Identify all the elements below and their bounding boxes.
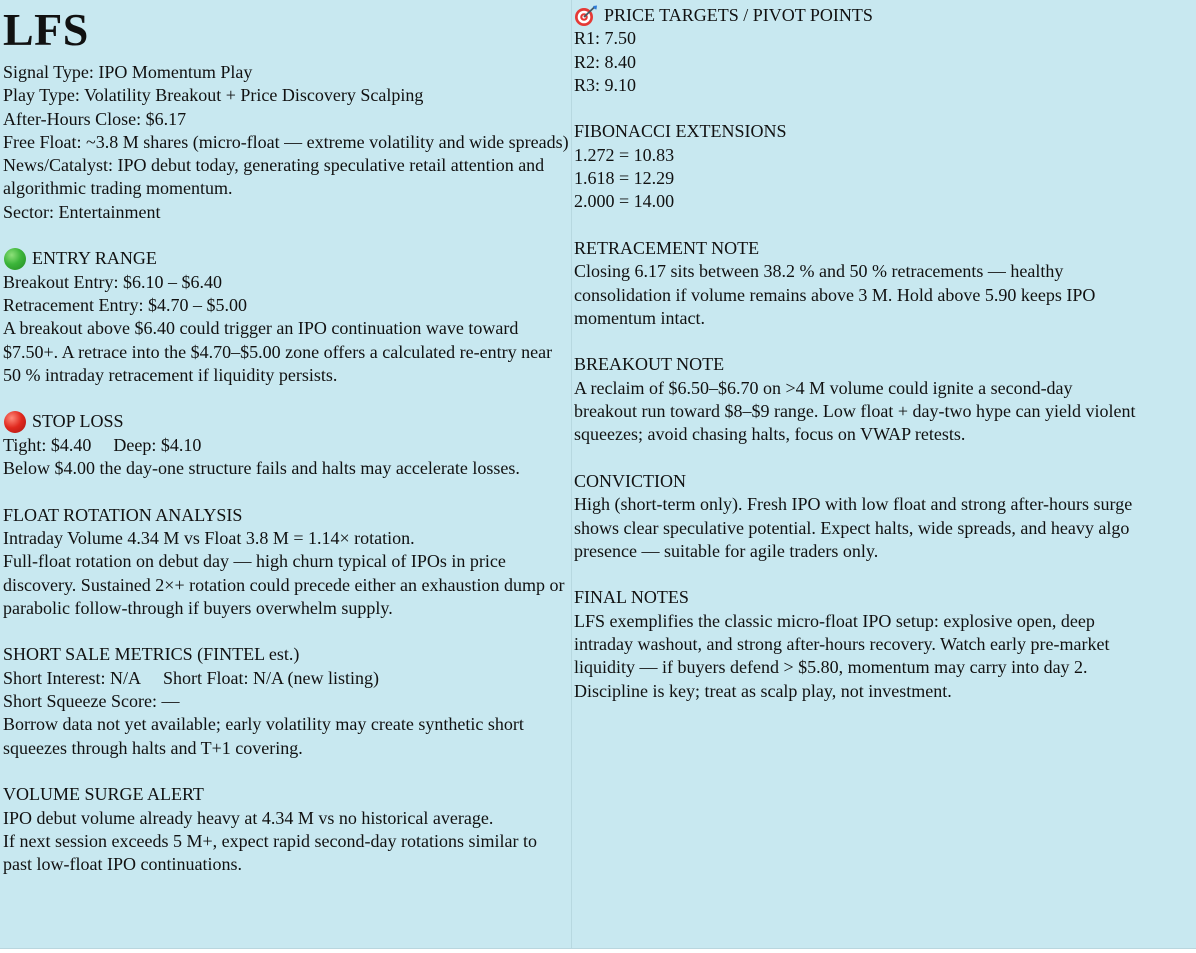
breakout-entry: Breakout Entry: $6.10 – $6.40 bbox=[3, 271, 222, 292]
breakout-note-section bbox=[574, 353, 1196, 446]
play-type: Play Type: Volatility Breakout + Price Discovery Scalping bbox=[3, 85, 424, 106]
short-sale-title: SHORT SALE METRICS (FINTEL est.) bbox=[3, 644, 300, 665]
volume-surge-note: If next session exceeds 5 M+, expect rapid second-day rotations similar to past low-float IPO continuations. bbox=[3, 830, 538, 875]
short-sale-metrics bbox=[3, 667, 569, 690]
stop-levels bbox=[3, 434, 569, 457]
signal-type: Signal Type: IPO Momentum Play bbox=[3, 62, 253, 82]
red-circle-icon bbox=[4, 411, 26, 433]
sector: Sector: Entertainment bbox=[3, 201, 161, 222]
retracement-note-line: consolidation if volume remains above 3 M. Hold above 5.90 keeps IPO bbox=[574, 284, 1096, 305]
news-catalyst: News/Catalyst: IPO debut today, generating speculative retail attention and algorithmic trading momentum. bbox=[3, 155, 545, 199]
pivot-r3: R3: 9.10 bbox=[574, 74, 637, 95]
float-rotation-line: Intraday Volume 4.34 M vs Float 3.8 M = 1.14× rotation. bbox=[3, 527, 415, 548]
left-column bbox=[3, 0, 569, 876]
entry-range-heading bbox=[3, 247, 569, 270]
fib-1272: 1.272 = 10.83 bbox=[574, 144, 675, 165]
entry-range-title: ENTRY RANGE bbox=[32, 248, 157, 269]
price-targets-heading bbox=[574, 4, 1196, 27]
final-notes-line: Discipline is key; treat as scalp play, not investment. bbox=[574, 680, 952, 701]
volume-surge-line: IPO debut volume already heavy at 4.34 M vs no historical average. bbox=[3, 807, 494, 828]
float-rotation-section bbox=[3, 504, 569, 620]
right-column bbox=[574, 0, 1196, 703]
free-float: Free Float: ~3.8 M shares (micro-float — extreme volatility and wide spreads) bbox=[3, 131, 569, 152]
retracement-note-line: momentum intact. bbox=[574, 307, 705, 328]
fib-1618: 1.618 = 12.29 bbox=[574, 168, 675, 189]
price-targets-title: PRICE TARGETS / PIVOT POINTS bbox=[604, 5, 873, 25]
retracement-entry: Retracement Entry: $4.70 – $5.00 bbox=[3, 294, 247, 315]
short-interest: Short Interest: N/A bbox=[3, 667, 141, 688]
summary-block bbox=[3, 61, 569, 224]
target-dart-icon bbox=[574, 5, 598, 27]
conviction-section bbox=[574, 470, 1196, 563]
short-sale-note: Borrow data not yet available; early volatility may create synthetic short squeezes through halts and T+1 covering. bbox=[3, 714, 524, 758]
green-circle-icon bbox=[4, 248, 26, 270]
stop-note: Below $4.00 the day-one structure fails and halts may accelerate losses. bbox=[3, 458, 520, 479]
final-notes-line: LFS exemplifies the classic micro-float IPO setup: explosive open, deep bbox=[574, 610, 1095, 631]
conviction-line: High (short-term only). Fresh IPO with low float and strong after-hours surge bbox=[574, 494, 1133, 515]
ticker-title: LFS bbox=[3, 4, 89, 55]
price-targets-section bbox=[574, 4, 1196, 97]
stop-tight: Tight: $4.40 bbox=[3, 434, 92, 455]
conviction-title: CONVICTION bbox=[574, 470, 686, 491]
breakout-note-line: squeezes; avoid chasing halts, focus on VWAP retests. bbox=[574, 424, 966, 445]
stop-deep: Deep: $4.10 bbox=[113, 434, 202, 455]
pivot-r2: R2: 8.40 bbox=[574, 51, 637, 72]
short-squeeze-score: Short Squeeze Score: — bbox=[3, 691, 180, 712]
retracement-note-line: Closing 6.17 sits between 38.2 % and 50 % retracements — healthy bbox=[574, 261, 1064, 282]
column-divider bbox=[571, 0, 572, 948]
volume-surge-title: VOLUME SURGE ALERT bbox=[3, 784, 204, 805]
fib-2000: 2.000 = 14.00 bbox=[574, 191, 675, 212]
conviction-line: presence — suitable for agile traders only. bbox=[574, 540, 879, 561]
retracement-note-section bbox=[574, 237, 1196, 330]
short-sale-section bbox=[3, 643, 569, 759]
entry-note: A breakout above $6.40 could trigger an IPO continuation wave toward $7.50+. A retrace into the $4.70–$5.00 zone offers a calculated re-entry near 50 % intraday retracement if liquidity persists. bbox=[3, 318, 553, 385]
final-notes-line: liquidity — if buyers defend > $5.80, momentum may carry into day 2. bbox=[574, 657, 1088, 678]
fibonacci-section bbox=[574, 120, 1196, 213]
breakout-note-title: BREAKOUT NOTE bbox=[574, 354, 725, 375]
entry-range-section bbox=[3, 247, 569, 387]
final-notes-line: intraday washout, and strong after-hours recovery. Watch early pre-market bbox=[574, 634, 1110, 655]
breakout-note-line: breakout run toward $8–$9 range. Low float + day-two hype can yield violent bbox=[574, 401, 1136, 422]
retracement-note-title: RETRACEMENT NOTE bbox=[574, 237, 760, 258]
float-rotation-note: Full-float rotation on debut day — high churn typical of IPOs in price discovery. Sustained 2×+ rotation could precede either an exhaustion dump or parabolic follow-through if buyers overwhelm supply. bbox=[3, 551, 565, 618]
final-notes-title: FINAL NOTES bbox=[574, 587, 689, 608]
conviction-line: shows clear speculative potential. Expect halts, wide spreads, and heavy algo bbox=[574, 517, 1130, 538]
stop-loss-title: STOP LOSS bbox=[32, 411, 124, 432]
fibonacci-title: FIBONACCI EXTENSIONS bbox=[574, 121, 787, 142]
volume-surge-section bbox=[3, 783, 569, 876]
after-hours-close: After-Hours Close: $6.17 bbox=[3, 108, 187, 129]
stop-loss-section bbox=[3, 410, 569, 480]
final-notes-section bbox=[574, 586, 1196, 702]
short-float: Short Float: N/A (new listing) bbox=[162, 667, 379, 688]
float-rotation-title: FLOAT ROTATION ANALYSIS bbox=[3, 504, 243, 525]
stop-loss-heading bbox=[3, 410, 569, 433]
pivot-r1: R1: 7.50 bbox=[574, 28, 637, 49]
breakout-note-line: A reclaim of $6.50–$6.70 on >4 M volume could ignite a second-day bbox=[574, 377, 1073, 398]
